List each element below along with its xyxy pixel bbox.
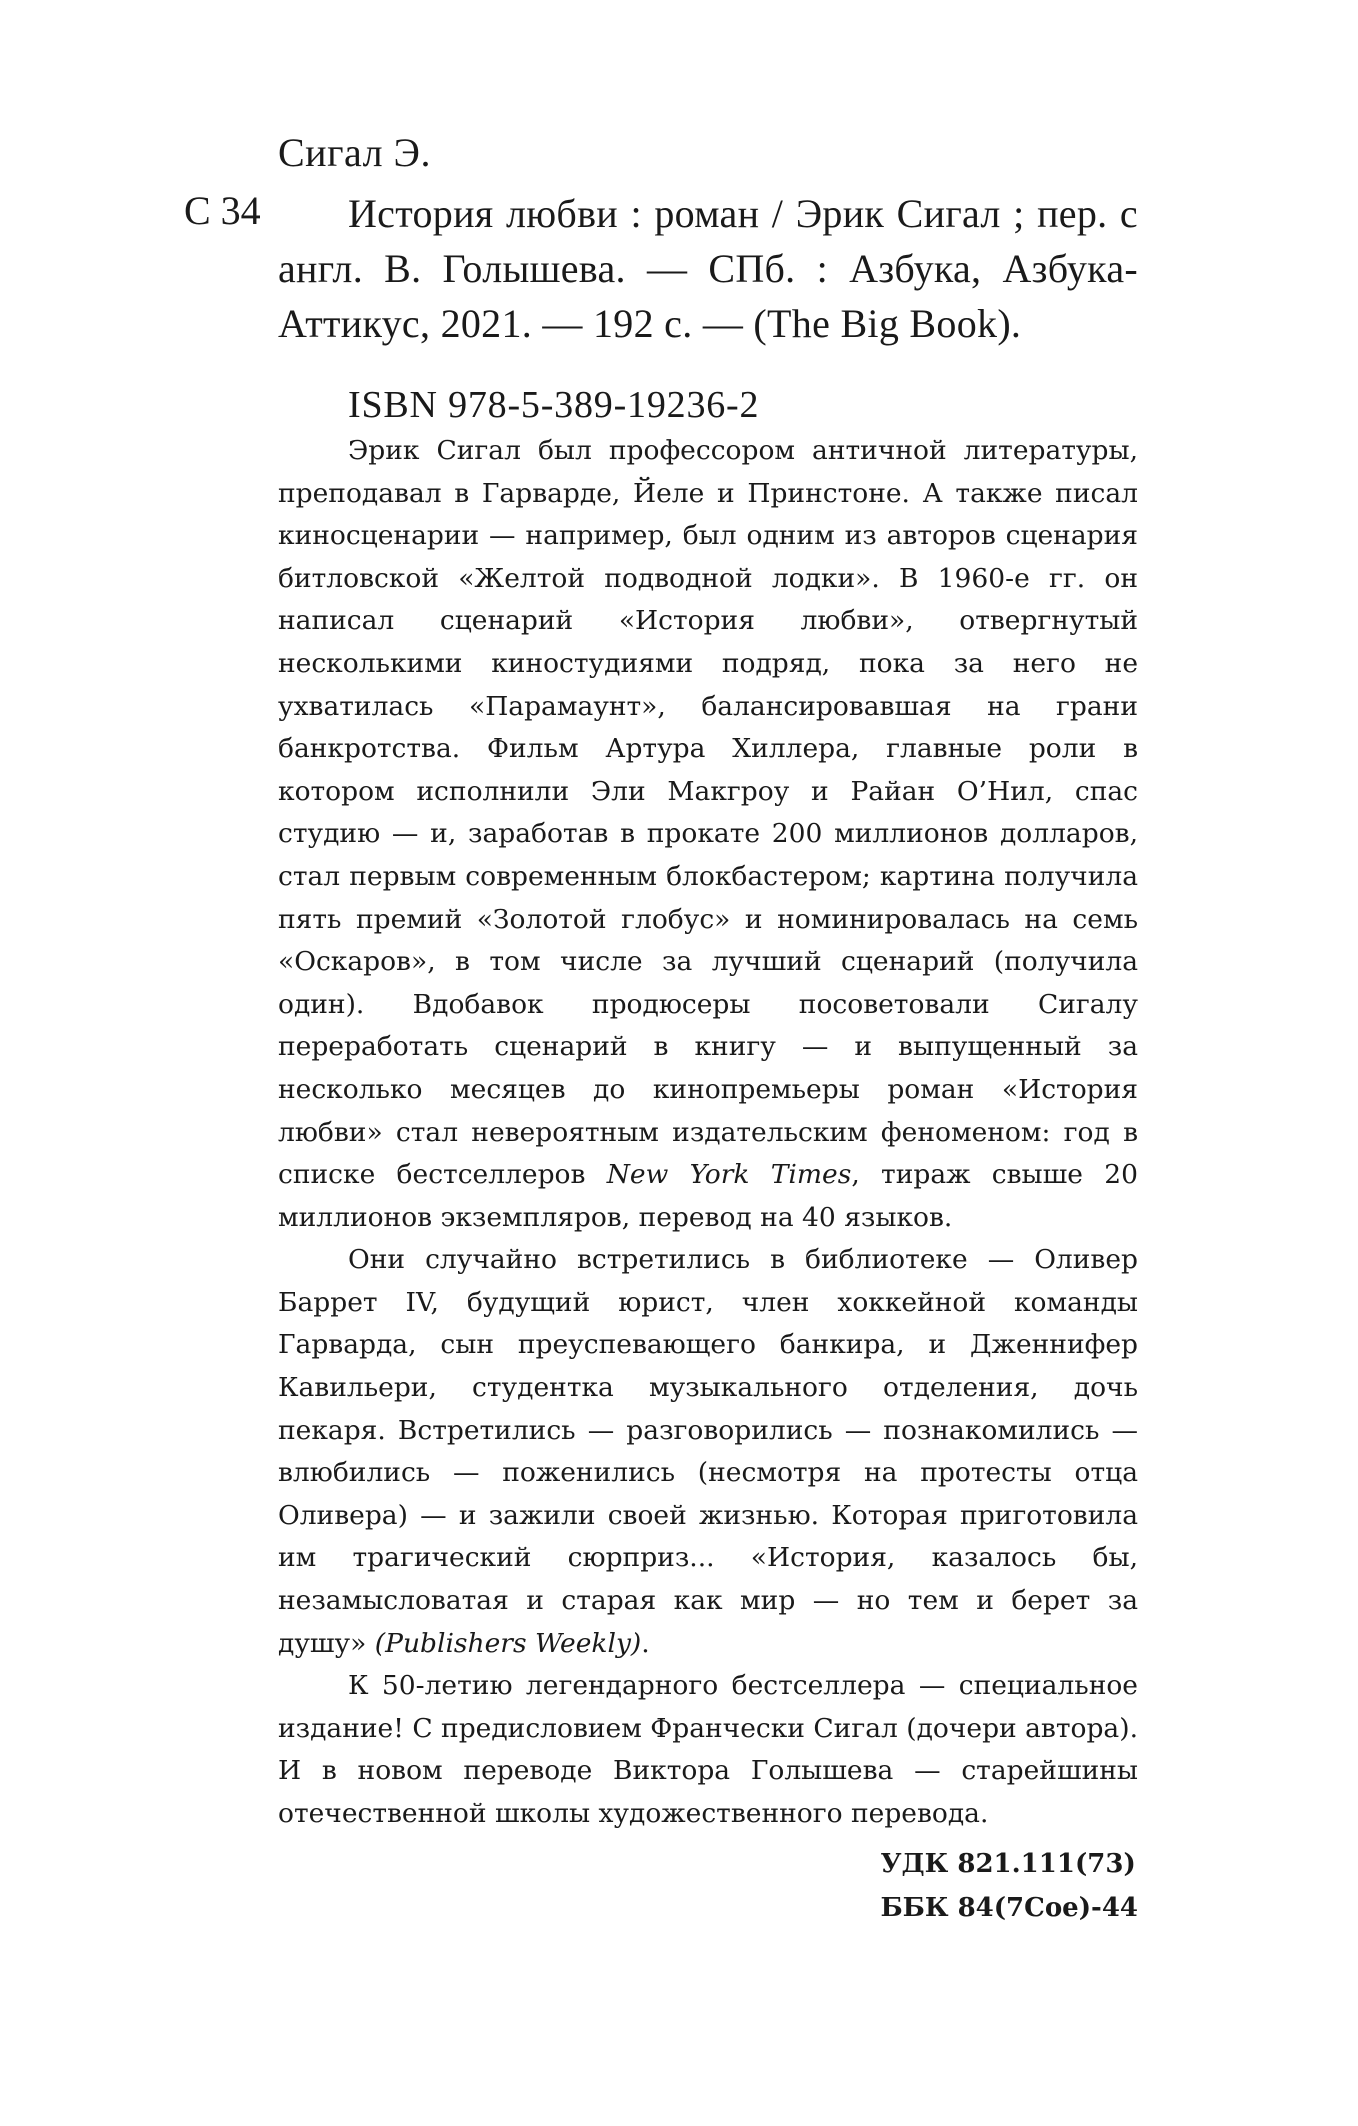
annotation-p2-italic: (Publishers Weekly)	[374, 1627, 642, 1659]
author-heading: Сигал Э.	[278, 130, 431, 175]
annotation-p1-tail: , тираж свыше 20 миллионов экземпляров, перевод на 40 языков.	[278, 1159, 1138, 1233]
bbk-code: ББК 84(7Сое)-44	[880, 1893, 1138, 1923]
annotation-paragraph-1	[278, 430, 1138, 1239]
annotation-p1-italic: New York Times	[606, 1159, 852, 1191]
isbn: ISBN 978-5-389-19236-2	[348, 384, 760, 426]
bibliographic-description: История любви : роман / Эрик Сигал ; пер. с англ. В. Голышева. — СПб. : Азбука, Азбука-Аттикус, 2021. — 192 с. — (The Big Book).	[278, 191, 1138, 346]
annotation-paragraph-3: К 50-летию легендарного бестселлера — специальное издание! С предисловием Франчески Сигал (дочери автора). И в новом переводе Виктора Голышева — старейшины отечественной школы художественного перевода.	[278, 1670, 1138, 1829]
annotation-p2-tail: .	[641, 1627, 650, 1659]
annotation-p1-text: Эрик Сигал был профессором античной литературы, преподавал в Гарварде, Йеле и Принстоне. А также писал киносценарии — например, был одним из авторов сценария битловской «Желтой подводной лодки». В 1960-е гг. он написал сценарий «История любви», отвергнутый несколькими киностудиями подряд, пока за него не ухватилась «Парамаунт», балансировавшая на грани банкротства. Фильм Артура Хиллера, главные роли в котором исполнили Эли Макгроу и Райан О’Нил, спас студию — и, заработав в прокате 200 миллионов долларов, стал первым современным блокбастером; картина получила пять премий «Золотой глобус» и номинировалась на семь «Оскаров», в том числе за лучший сценарий (получила один). Вдобавок продюсеры посоветовали Сигалу переработать сценарий в книгу — и выпущенный за несколько месяцев до кинопремьеры роман «История любви» стал невероятным издательским феноменом: год в списке бестселлеров	[278, 435, 1138, 1191]
library-code: С 34	[184, 188, 261, 233]
annotation-p2-text: Они случайно встретились в библиотеке — Оливер Баррет IV, будущий юрист, член хоккейной команды Гарварда, сын преуспевающего банкира, и Дженнифер Кавильери, студентка музыкального отделения, дочь пекаря. Встретились — разговорились — познакомились — влюбились — поженились (несмотря на протесты отца Оливера) — и зажили своей жизнью. Которая приготовила им трагический сюрприз... «История, казалось бы, незамысловатая и старая как мир — но тем и берет за душу»	[278, 1244, 1138, 1659]
udk-code: УДК 821.111(73)	[880, 1849, 1136, 1879]
classification-block	[880, 1842, 1138, 1930]
annotation-paragraph-2	[278, 1239, 1138, 1665]
annotation	[278, 430, 1138, 1836]
